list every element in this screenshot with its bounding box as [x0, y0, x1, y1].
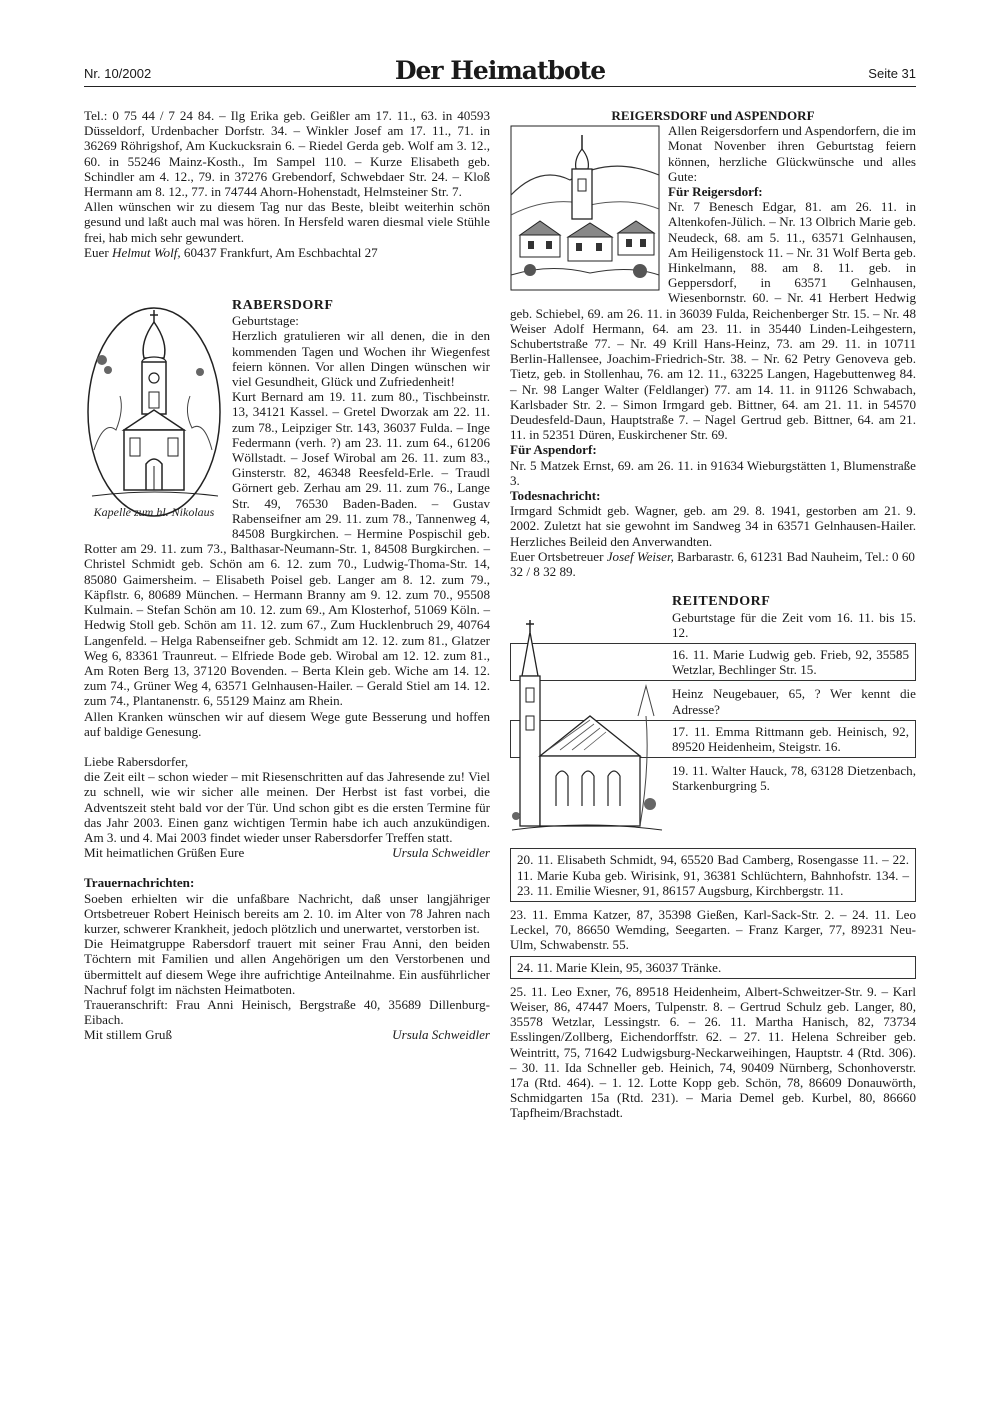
birthday-entry: 23. 11. Emma Katzer, 87, 35398 Gießen, Karl-Sack-Str. 2. – 24. 11. Leo Leckel, 70, 86650 Wemding, Seegarten. – Franz Karger, 77, 89231 Neu-Ulm, Schwabenstr. 55.	[510, 906, 916, 953]
letter-salutation: Liebe Rabersdorfer,	[84, 753, 189, 769]
mourning-heading: Trauernachrichten:	[84, 875, 195, 891]
letter-signature: Ursula Schweidler	[392, 845, 490, 861]
reigersdorf-intro: Allen Reigersdorfern und Aspendorfern, die im Monat Novenber ihren Geburtstag feiern können, herzliche Glückwünsche und alles Gute:	[668, 123, 916, 184]
reigersdorf-signature-name: Josef Weiser,	[606, 548, 674, 564]
aspendorf-subheading: Für Aspendorf:	[510, 442, 597, 458]
death-heading: Todesnachricht:	[510, 488, 601, 504]
right-column	[510, 108, 916, 1121]
mourning-closing: Mit stillem Gruß	[84, 1027, 173, 1043]
mourning-signature: Ursula Schweidler	[392, 1027, 490, 1043]
publication-title: Der Heimatbote	[394, 56, 606, 85]
chapel-caption: Kapelle zum hl. Nikolaus	[93, 505, 215, 520]
reigersdorf-list: Nr. 7 Benesch Edgar, 81. am 26. 11. in Altenkofen-Jülich. – Nr. 13 Olbrich Marie geb. Neudeck, 68. am 5. 11., 63571 Gelnhausen, Am Heiligenstock 11. – Nr. 31 Wolf Berta geb. Hinkelmann, 88. am 8. 11. geb. in Geppersdorf, in 63571 Gelnhausen, Wiesenbornstr. 60. – Nr. 41 Herbert Hedwig geb. Schiebel, 69. am 26. 11. in 36039 Fulda, Reichenberger Str. 15. – Nr. 48 Weiser Adolf Hermann, 64. am 23. 11. in 35440 Linden-Leihgestern, Schubertstraße 77. – Nr. 49 Krill Hans-Heinz, 73. am 29. 11. in 10711 Berlin-Hallensee, Joachim-Friedrich-Str. 38. – Nr. 62 Petry Genoveva geb. Tietz, geb. in Stollenhau, 76. am 12. 11., 63225 Langen, Hagebuttenweg 84. – Nr. 98 Langer Walter (Feldlanger) 77. am 14. 11. in 91126 Schwabach, Karlsbader Str. 2. – Simon Irmgard geb. Bittner, 64. am 21. 11. in 54570 Deudesfeld-Daun, Hauptstraße 7. – Nagel Gertrud geb. Bittner, 64. am 21. 11. in 52351 Düren, Euskirchener Str. 69.	[510, 199, 916, 443]
rabersdorf-subheading: Geburtstage:	[232, 313, 299, 329]
chapel-drawing	[84, 300, 226, 532]
birthday-entry: 25. 11. Leo Exner, 76, 89518 Heidenheim, Albert-Schweitzer-Str. 9. – Karl Weiser, 86, 47447 Moers, Tulpenstr. 8. – Gertrud Schulz geb. Langer, 80, 35578 Wetzlar, Lessingstr. 6. – 26. 11. Martha Hanisch, 82, 73734 Esslingen/Zollberg, Eichendorffstr. 62. – 27. 11. Helena Schreiber geb. Weintritt, 75, 71642 Ludwigsburg-Neckarweihingen, Hauptstr. 4 (Rtd. 306). – 30. 11. Ida Schneller geb. Heinich, 74, 90409 Nürnberg, Schonhoverstr. 17a (Rtd. 464). – 1. 12. Lotte Kopp geb. Schön, 78, 86609 Donauwörth, Schmidgarten 15a (Rtd. 231). – Maria Demel geb. Kurbel, 80, 86660 Tapfheim/Brachstadt.	[510, 983, 916, 1121]
issue-number: Nr. 10/2002	[84, 66, 152, 81]
mourning-address: Traueranschrift: Frau Anni Heinisch, Bergstraße 40, 35689 Dillenburg-Eibach.	[84, 996, 490, 1028]
aspendorf-list: Nr. 5 Matzek Ernst, 69. am 26. 11. in 91634 Wieburgstätten 1, Blumenstraße 3.	[510, 457, 916, 488]
birthday-box: 24. 11. Marie Klein, 95, 36037 Tränke.	[510, 956, 916, 979]
mourning-notice: Soeben erhielten wir die unfaßbare Nachricht, daß unser langjähriger Ortsbetreuer Robert Heinisch bereits am 2. 10. im Alter von 78 Jahren nach kurzer, schwerer Krankheit, jedoch plötzlich und unerwartet, verstorben ist.	[84, 890, 490, 936]
header-rule	[84, 86, 916, 87]
page-header	[84, 56, 916, 94]
intro-wishes: Allen wünschen wir zu diesem Tag nur das Beste, bleibt weiterhin schön gesund und laßt auch mal was hören. In Hersfeld waren diesmal viele Stühle frei, hab mich sehr gewundert.	[84, 199, 490, 245]
page-number: Seite 31	[868, 66, 916, 81]
reitendorf-intro: Geburtstage für die Zeit vom 16. 11. bis 15. 12.	[672, 609, 916, 640]
rabersdorf-sick: Allen Kranken wünschen wir auf diesem Wege gute Besserung und hoffen auf baldige Genesung.	[84, 708, 490, 739]
reigersdorf-subheading: Für Reigersdorf:	[668, 184, 763, 200]
church-illustration	[510, 616, 664, 846]
rabersdorf-heading: RABERSDORF	[232, 298, 334, 314]
birthday-box: 17. 11. Emma Rittmann geb. Heinisch, 92, 89520 Heidenheim, Steigstr. 16.	[510, 720, 916, 758]
intro-birthdays: Tel.: 0 75 44 / 7 24 84. – Ilg Erika geb. Geißler am 17. 11., 63. in 40593 Düsseldorf, Urdenbacher Dorfstr. 34. – Winkler Josef am 17. 11., 71. in 36269 Röhrigshof, Am Kuckucksrain 6. – Riedel Gerda geb. Wolf am 3. 12., 60. in 55246 Mainz-Kosth., Im Sampel 110. – Kurze Elisabeth geb. Schindler am 4. 12., 79. in 37276 Grebendorf, Schwebdaer Str. 24. – Kloß Hermann am 8. 12., 77. in 74744 Ahorn-Hohenstadt, Helmsteiner Str. 7.	[84, 108, 490, 200]
church-drawing	[510, 616, 664, 846]
village-drawing	[510, 125, 660, 291]
reigersdorf-signature: Euer Ortsbetreuer Josef Weiser, Barbarastr. 6, 61231 Bad Nauheim, Tel.: 0 60 32 / 8 32 89.	[510, 548, 915, 580]
left-column	[84, 108, 490, 1043]
mourning-signature-line	[84, 1027, 490, 1042]
letter-signature-line	[84, 845, 490, 860]
intro-signature-name: Helmut Wolf,	[112, 244, 181, 260]
chapel-illustration	[84, 300, 226, 532]
letter-body: die Zeit eilt – schon wieder – mit Riesenschritten auf das Jahresende zu! Viel zu schnell, wie wir sicher alle meinen. Der Herbst ist fast vorbei, die Adventszeit steht bald vor der Tür. Und schon gibt es die ersten Termine für das Jahr 2003. Einen ganz wichtigen Termin habe ich auch anzukündigen. Am 3. und 4. Mai 2003 findet wieder unser Rabersdorfer Treffen statt.	[84, 769, 490, 845]
birthday-entry: 19. 11. Walter Hauck, 78, 63128 Dietzenbach, Starkenburgring 5.	[672, 763, 916, 794]
intro-signature: Euer Helmut Wolf, 60437 Frankfurt, Am Eschbachtal 27	[84, 244, 378, 260]
rabersdorf-birthdays: Kurt Bernard am 19. 11. zum 80., Tischbeinstr. 13, 34121 Kassel. – Gretel Dworzak am 22. 11. zum 78., Leipziger Str. 143, 36037 Fulda. – Inge Federmann (verh. ?) am 23. 11. zum 64., 61206 Wöllstadt. – Josef Wirobal am 26. 11. zum 83., Ginsterstr. 82, 46348 Reesfeld-Erle. – Traudl Görnert geb. Zerhau am 29. 11. zum 76., Lange Str. 49, 76530 Baden-Baden. – Gustav Rabenseifner am 29. 11. zum 78., Tannenweg 4, 84508 Burgkirchen. – Hermine Pospischil geb. Rotter am 29. 11. zum 73., Balthasar-Neumann-Str. 1, 84508 Burgkirchen. – Christel Schmidt geb. Schön am 6. 12. zum 70., Ludwig-Thoma-Str. 14, 85080 Gaimersheim. – Elisabeth Poisel geb. Langer am 8. 12. zum 79., Käpflstr. 6, 80689 München. – Hermann Branny am 9. 12. zum 70., 95508 Kulmain. – Stefan Schön am 10. 12. zum 69., Am Klosterhof, 51069 Köln. – Hedwig Stoll geb. Schön am 11. 12. zum 67., Zum Hucklenbruch 29, 40764 Langenfeld. – Helga Rabenseifner geb. Schmidt am 12. 12. zum 81., Glatzer Weg 6, 83361 Traunreut. – Elfriede Bode geb. Wirobal am 12. 12. zum 81., Am Roten Berg 13, 37120 Bovenden. – Berta Klein geb. Wiche am 14. 12. zum 74., Grüner Weg 4, 63571 Gelnhausen-Hailer. – Gerald Stiel am 14. 12. zum 74., Plantanenstr. 6, 55129 Mainz am Rhein.	[84, 389, 490, 709]
reitendorf-heading: REITENDORF	[672, 594, 771, 610]
birthday-entry: Heinz Neugebauer, 65, ? Wer kennt die Adresse?	[672, 686, 916, 717]
reigersdorf-heading: REIGERSDORF und ASPENDORF	[611, 108, 815, 123]
letter-closing: Mit heimatlichen Grüßen Eure	[84, 845, 245, 861]
birthday-box: 16. 11. Marie Ludwig geb. Frieb, 92, 35585 Wetzlar, Bechlinger Str. 15.	[510, 643, 916, 681]
mourning-condolence: Die Heimatgruppe Rabersdorf trauert mit seiner Frau Anni, den beiden Töchtern mit Familien und allen Angehörigen um den Verstorbenen und übermittelt auf diesem Wege ihre aufrichtige Anteilnahme. Ein ausführlicher Nachruf folgt im nächsten Heimatboten.	[84, 936, 490, 997]
village-illustration	[510, 125, 660, 291]
death-notice: Irmgard Schmidt geb. Wagner, geb. am 29. 8. 1941, gestorben am 21. 9. 2002. Zuletzt hat sie gewohnt im Sandweg 34 in 63571 Gelnhausen-Hailer. Herzliches Beileid den Anverwandten.	[510, 503, 916, 549]
birthday-box: 20. 11. Elisabeth Schmidt, 94, 65520 Bad Camberg, Rosengasse 11. – 22. 11. Marie Kuba geb. Wirisink, 91, 36381 Schlüchtern, Bahnhofstr. 134. – 23. 11. Emilie Wiesner, 91, 86157 Augsburg, Kirchbergstr. 11.	[510, 848, 916, 902]
rabersdorf-intro: Herzlich gratulieren wir all denen, die in den kommenden Tagen und Wochen ihr Wiegenfest feiern können. Vor allen Dingen wünschen wir viel Gesundheit, Glück und Zufriedenheit!	[232, 328, 490, 390]
